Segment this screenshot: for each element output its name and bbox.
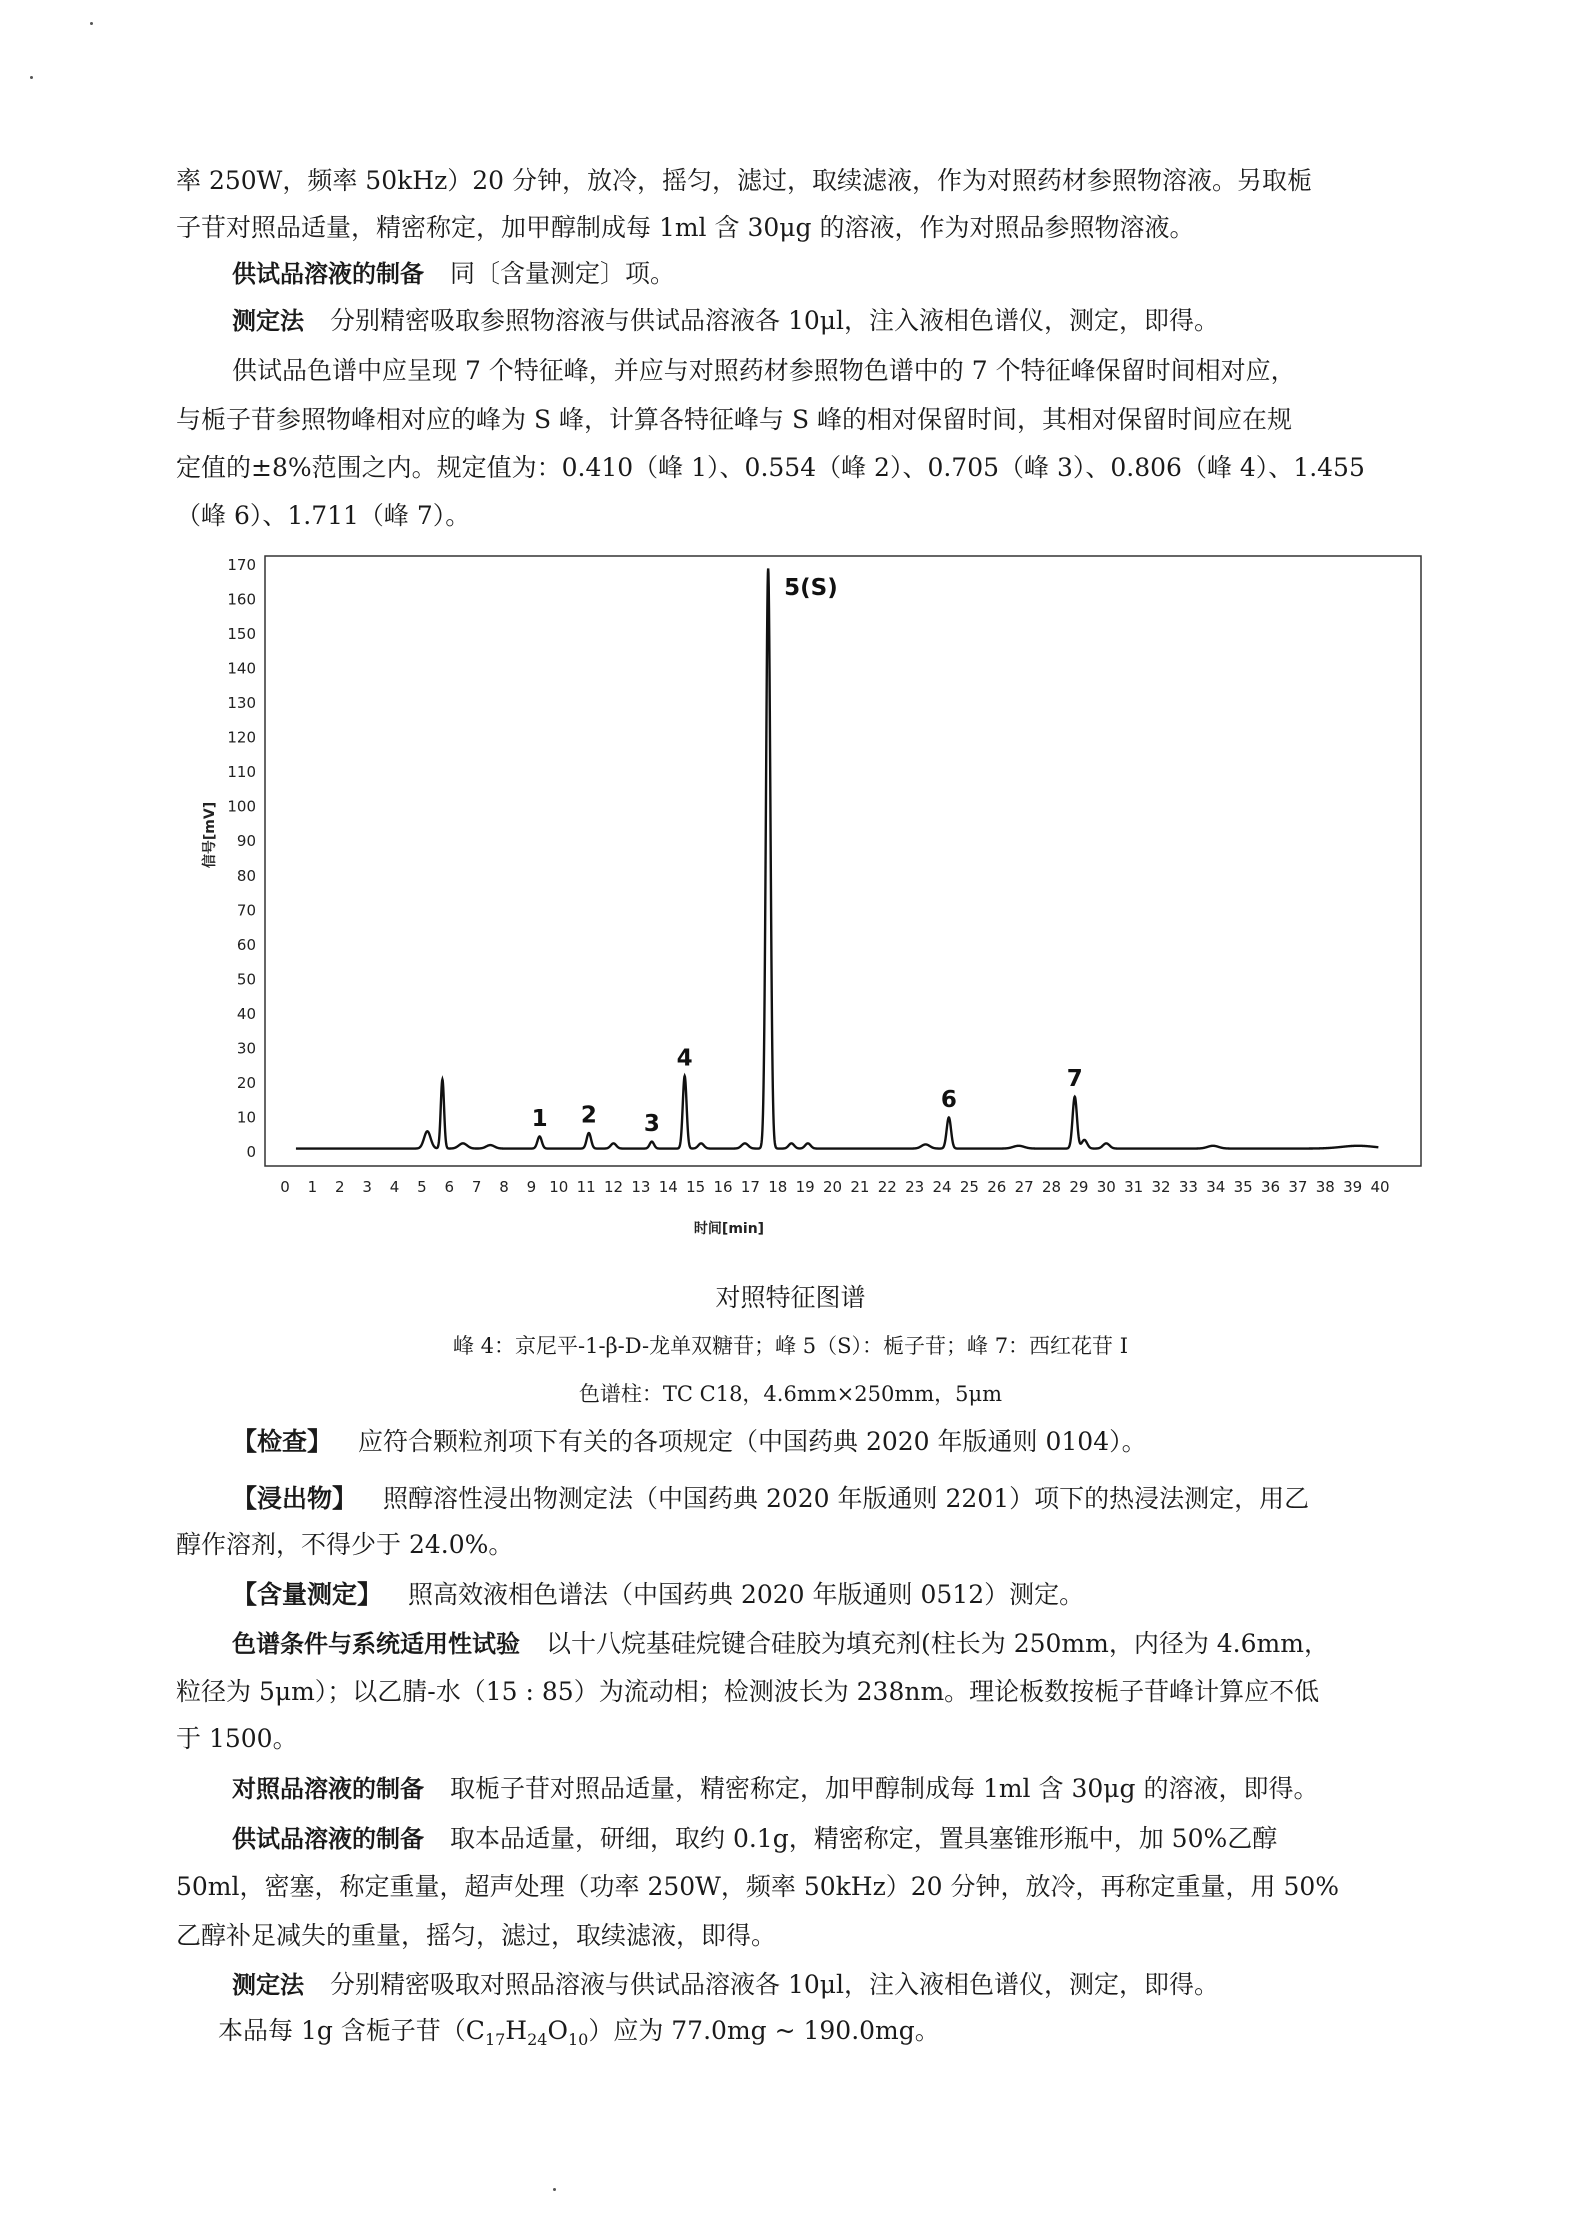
x-tick-label: 38 [1315, 1178, 1335, 1196]
para-line: 供试品色谱中应呈现 7 个特征峰，并应与对照药材参照物色谱中的 7 个特征峰保留时间相对应， [232, 356, 1296, 385]
y-tick-label: 20 [236, 1073, 256, 1092]
para-conditions [232, 1627, 1329, 1661]
y-tick-label: 30 [236, 1039, 256, 1058]
x-tick-label: 3 [362, 1178, 372, 1196]
formula-subscript: 10 [567, 2030, 589, 2049]
figure-caption: 峰 4：京尼平-1-β-D-龙单双糖苷；峰 5（S）：栀子苷；峰 7：西红花苷 I [452, 1334, 1129, 1358]
y-axis-label: 信号[mV] [202, 801, 218, 869]
para-text: 分别精密吸取对照品溶液与供试品溶液各 10μl，注入液相色谱仪，测定，即得。 [330, 1970, 1220, 1999]
y-tick-label: 80 [236, 866, 256, 885]
x-tick-label: 0 [280, 1178, 290, 1196]
x-tick-label: 4 [389, 1178, 400, 1196]
para-text: 分别精密吸取参照物溶液与供试品溶液各 10μl，注入液相色谱仪，测定，即得。 [330, 306, 1220, 335]
figure-title: 对照特征图谱 [715, 1283, 866, 1312]
x-tick-label: 23 [905, 1178, 925, 1196]
section-text: 照高效液相色谱法（中国药典 2020 年版通则 0512）测定。 [408, 1580, 1085, 1609]
content-text: 本品每 1g 含栀子苷（C [218, 2016, 485, 2045]
para-line: 50ml，密塞，称定重量，超声处理（功率 250W，频率 50kHz）20 分钟，放冷，再称定重量，用 50% [176, 1872, 1340, 1901]
x-tick-label: 16 [713, 1178, 733, 1196]
x-tick-label: 14 [658, 1178, 678, 1196]
para-heading: 色谱条件与系统适用性试验 [232, 1630, 520, 1658]
y-tick-label: 150 [227, 625, 256, 644]
section-text: 应符合颗粒剂项下有关的各项规定（中国药典 2020 年版通则 0104）。 [358, 1427, 1147, 1456]
para-text: 取本品适量，研细，取约 0.1g，精密称定，置具塞锥形瓶中，加 50%乙醇 [450, 1824, 1278, 1853]
para-heading: 供试品溶液的制备 [232, 260, 424, 288]
formula-element: O [547, 2016, 568, 2045]
y-tick-label: 160 [227, 590, 256, 609]
y-tick-label: 0 [246, 1143, 256, 1161]
section-assay [232, 1578, 1084, 1612]
x-tick-label: 37 [1288, 1178, 1308, 1196]
section-check [232, 1425, 1147, 1459]
y-tick-label: 10 [236, 1108, 256, 1127]
para-line: （峰 6）、1.711（峰 7）。 [176, 501, 471, 530]
formula-subscript: 24 [527, 2030, 548, 2049]
x-tick-label: 6 [444, 1178, 455, 1196]
x-tick-label: 2 [334, 1178, 345, 1196]
x-tick-label: 8 [499, 1178, 509, 1196]
para-method-2 [232, 1968, 1219, 2002]
section-text: 照醇溶性浸出物测定法（中国药典 2020 年版通则 2201）项下的热浸法测定，用乙 [383, 1484, 1310, 1513]
x-tick-label: 26 [987, 1178, 1007, 1196]
x-tick-label: 35 [1233, 1178, 1253, 1196]
y-tick-label: 70 [236, 901, 256, 920]
x-axis-label: 时间[min] [693, 1221, 765, 1237]
para-text: 以十八烷基硅烷键合硅胶为填充剂(柱长为 250mm，内径为 4.6mm， [546, 1629, 1329, 1658]
x-tick-label: 25 [959, 1178, 979, 1196]
para-line: 粒径为 5μm）；以乙腈-水（15 : 85）为流动相；检测波长为 238nm。理论板数按栀子苷峰计算应不低 [176, 1677, 1320, 1706]
x-tick-label: 27 [1014, 1178, 1034, 1196]
para-line: 定值的±8%范围之内。规定值为：0.410（峰 1）、0.554（峰 2）、0.705（峰 3）、0.806（峰 4）、1.455 [176, 453, 1365, 482]
para-text: 同〔含量测定〕项。 [450, 259, 676, 288]
para-line: 率 250W，频率 50kHz）20 分钟，放冷，摇匀，滤过，取续滤液，作为对照药材参照物溶液。另取栀 [176, 166, 1313, 195]
para-heading: 对照品溶液的制备 [232, 1775, 424, 1803]
y-tick-label: 90 [236, 832, 256, 851]
peak-label: 6 [940, 1086, 957, 1113]
peak-label: 7 [1066, 1066, 1083, 1093]
x-tick-label: 19 [795, 1178, 815, 1196]
x-tick-label: 30 [1096, 1178, 1116, 1196]
y-tick-label: 50 [236, 970, 256, 989]
para-test-prep-2 [232, 1822, 1277, 1856]
para-ref-prep [232, 1772, 1318, 1806]
y-tick-label: 60 [236, 935, 256, 954]
section-heading: 【含量测定】 [232, 1580, 383, 1609]
x-tick-label: 32 [1151, 1178, 1171, 1196]
y-tick-label: 120 [227, 728, 256, 747]
para-line: 与栀子苷参照物峰相对应的峰为 S 峰，计算各特征峰与 S 峰的相对保留时间，其相对保留时间应在规 [176, 405, 1293, 434]
x-tick-label: 33 [1178, 1178, 1198, 1196]
para-line: 醇作溶剂，不得少于 24.0%。 [176, 1530, 514, 1559]
figure-caption: 色谱柱：TC C18，4.6mm×250mm，5μm [578, 1382, 1003, 1406]
para-line: 子苷对照品适量，精密称定，加甲醇制成每 1ml 含 30μg 的溶液，作为对照品参照物溶液。 [176, 213, 1195, 242]
x-tick-label: 15 [686, 1178, 706, 1196]
section-heading: 【检查】 [232, 1427, 333, 1456]
x-tick-label: 11 [576, 1178, 596, 1196]
scan-speck [553, 2188, 556, 2191]
para-content [218, 2014, 940, 2048]
x-tick-label: 12 [603, 1178, 624, 1196]
x-tick-label: 36 [1260, 1178, 1281, 1196]
x-tick-label: 34 [1206, 1178, 1226, 1196]
x-tick-label: 31 [1124, 1178, 1144, 1196]
para-line: 于 1500。 [176, 1724, 298, 1753]
para-line: 乙醇补足减失的重量，摇匀，滤过，取续滤液，即得。 [176, 1921, 777, 1950]
x-tick-label: 1 [307, 1178, 318, 1196]
y-tick-label: 130 [227, 694, 256, 713]
peak-label: 2 [580, 1102, 597, 1129]
peak-label: 3 [643, 1111, 660, 1138]
x-tick-label: 28 [1041, 1178, 1062, 1196]
x-tick-label: 13 [631, 1178, 651, 1196]
x-tick-label: 21 [850, 1178, 870, 1196]
y-tick-label: 170 [227, 556, 256, 574]
para-heading: 测定法 [232, 1971, 304, 1999]
chromatogram-trace [296, 568, 1378, 1148]
formula-element: H [505, 2016, 528, 2045]
x-tick-label: 7 [471, 1178, 482, 1196]
peak-label: 5(S) [784, 574, 838, 601]
peak-label: 4 [676, 1045, 693, 1072]
x-tick-label: 5 [417, 1178, 427, 1196]
x-tick-label: 29 [1069, 1178, 1089, 1196]
x-tick-label: 17 [740, 1178, 760, 1196]
x-tick-label: 18 [768, 1178, 788, 1196]
para-heading: 测定法 [232, 307, 304, 335]
x-tick-label: 9 [526, 1178, 537, 1196]
y-tick-label: 40 [236, 1004, 256, 1023]
section-heading: 【浸出物】 [232, 1484, 358, 1513]
chart-frame [265, 556, 1421, 1166]
formula-subscript: 17 [484, 2030, 506, 2049]
x-tick-label: 10 [549, 1178, 569, 1196]
x-tick-label: 40 [1370, 1178, 1390, 1196]
x-tick-label: 39 [1343, 1178, 1363, 1196]
y-tick-label: 140 [227, 659, 256, 678]
para-heading: 供试品溶液的制备 [232, 1825, 424, 1853]
peak-label: 1 [531, 1105, 548, 1132]
x-tick-label: 24 [932, 1178, 952, 1196]
x-tick-label: 20 [822, 1178, 843, 1196]
x-tick-label: 22 [877, 1178, 897, 1196]
para-text: 取栀子苷对照品适量，精密称定，加甲醇制成每 1ml 含 30μg 的溶液，即得。 [450, 1774, 1319, 1803]
y-tick-label: 100 [227, 797, 256, 816]
y-tick-label: 110 [227, 763, 256, 782]
section-extract [232, 1482, 1309, 1516]
content-text: ）应为 77.0mg ~ 190.0mg。 [588, 2016, 940, 2045]
